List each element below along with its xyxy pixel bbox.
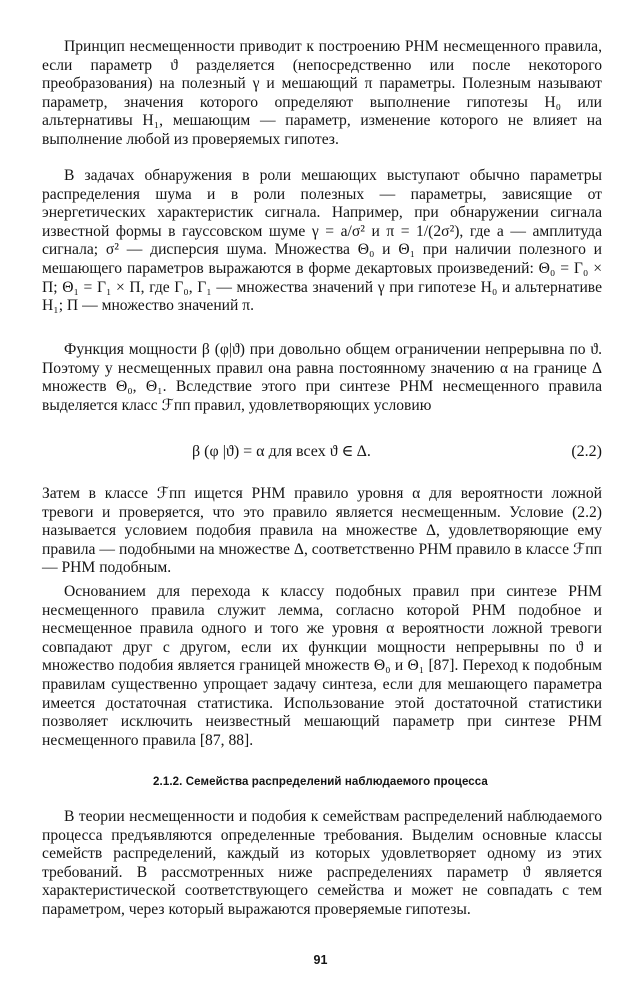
paragraph-similar-rules: Затем в классе ℱпп ищется РНМ правило уровня α для вероятности ложной тревоги и проверяется, что это правило является несмещенным. Условие (2.2) называется условием подобия правила на множестве Δ, удовлетворяющие ему правила — подобными на множестве Δ, соответственно РНМ правило в классе ℱпп — РНМ подобным. bbox=[42, 485, 602, 577]
equation-number: (2.2) bbox=[571, 443, 602, 460]
equation-2-2 bbox=[42, 440, 602, 464]
paragraph-unbiasedness-principle: Принцип несмещенности приводит к построению РНМ несмещенного правила, если параметр ϑ разделяется (непосредственно или после некоторого преобразования) на полезный γ и мешающий π параметры. Полезным называют параметр, значения которого определяют выполнение гипотезы H₀ или альтернативы H₁, мешающим — параметр, изменение которого не влияет на выполнение любой из проверяемых гипотез. bbox=[42, 38, 602, 148]
section-heading: 2.1.2. Семейства распределений наблюдаемого процесса bbox=[153, 776, 488, 788]
paragraph-power-function: Функция мощности β (φ|ϑ) при довольно общем ограничении непрерывна по ϑ. Поэтому у несмещенных правил она равна постоянному значению α на границе Δ множеств Θ₀, Θ₁. Вследствие этого при синтезе РНМ несмещенного правила выделяется класс ℱпп правил, удовлетворяющих условию bbox=[42, 341, 602, 414]
paragraph-distribution-families: В теории несмещенности и подобия к семействам распределений наблюдаемого процесса предъявляются определенные требования. Выделим основные классы семейств распределений, каждый из которых удовлетворяет одному из этих требований. В рассмотренных ниже распределениях параметр ϑ является характеристической соответствующего семейства и может не совпадать с тем параметром, через который выражаются проверяемые гипотезы. bbox=[42, 808, 602, 918]
equation-expression: β (φ |ϑ) = α для всех ϑ ∈ Δ. bbox=[192, 443, 371, 460]
page-number: 91 bbox=[313, 953, 328, 967]
paragraph-lemma: Основанием для перехода к классу подобных правил при синтезе РНМ несмещенного правила служит лемма, согласно которой РНМ подобное и несмещенное правила одного и того же уровня α вероятности ложной тревоги совпадают друг с другом, если их функции мощности непрерывны по ϑ и множество подобия является границей множеств Θ₀ и Θ₁ [87]. Переход к подобным правилам существенно упрощает задачу синтеза, если для мешающего параметра имеется достаточная статистика. Использование этой достаточной статистики позволяет исключить неизвестный мешающий параметр при синтезе РНМ несмещенного правила [87, 88]. bbox=[42, 583, 602, 749]
paragraph-detection-tasks: В задачах обнаружения в роли мешающих выступают обычно параметры распределения шума и в роли полезных — параметры, зависящие от энергетических характеристик сигнала. Например, при обнаружении сигнала известной формы в гауссовском шуме γ = a/σ² и π = 1/(2σ²), где a — амплитуда сигнала; σ² — дисперсия шума. Множества Θ₀ и Θ₁ при наличии полезного и мешающего параметров выражаются в форме декартовых произведений: Θ₀ = Γ₀ × Π; Θ₁ = Γ₁ × Π, где Γ₀, Γ₁ — множества значений γ при гипотезе H₀ и альтернативе H₁; Π — множество значений π. bbox=[42, 167, 602, 315]
